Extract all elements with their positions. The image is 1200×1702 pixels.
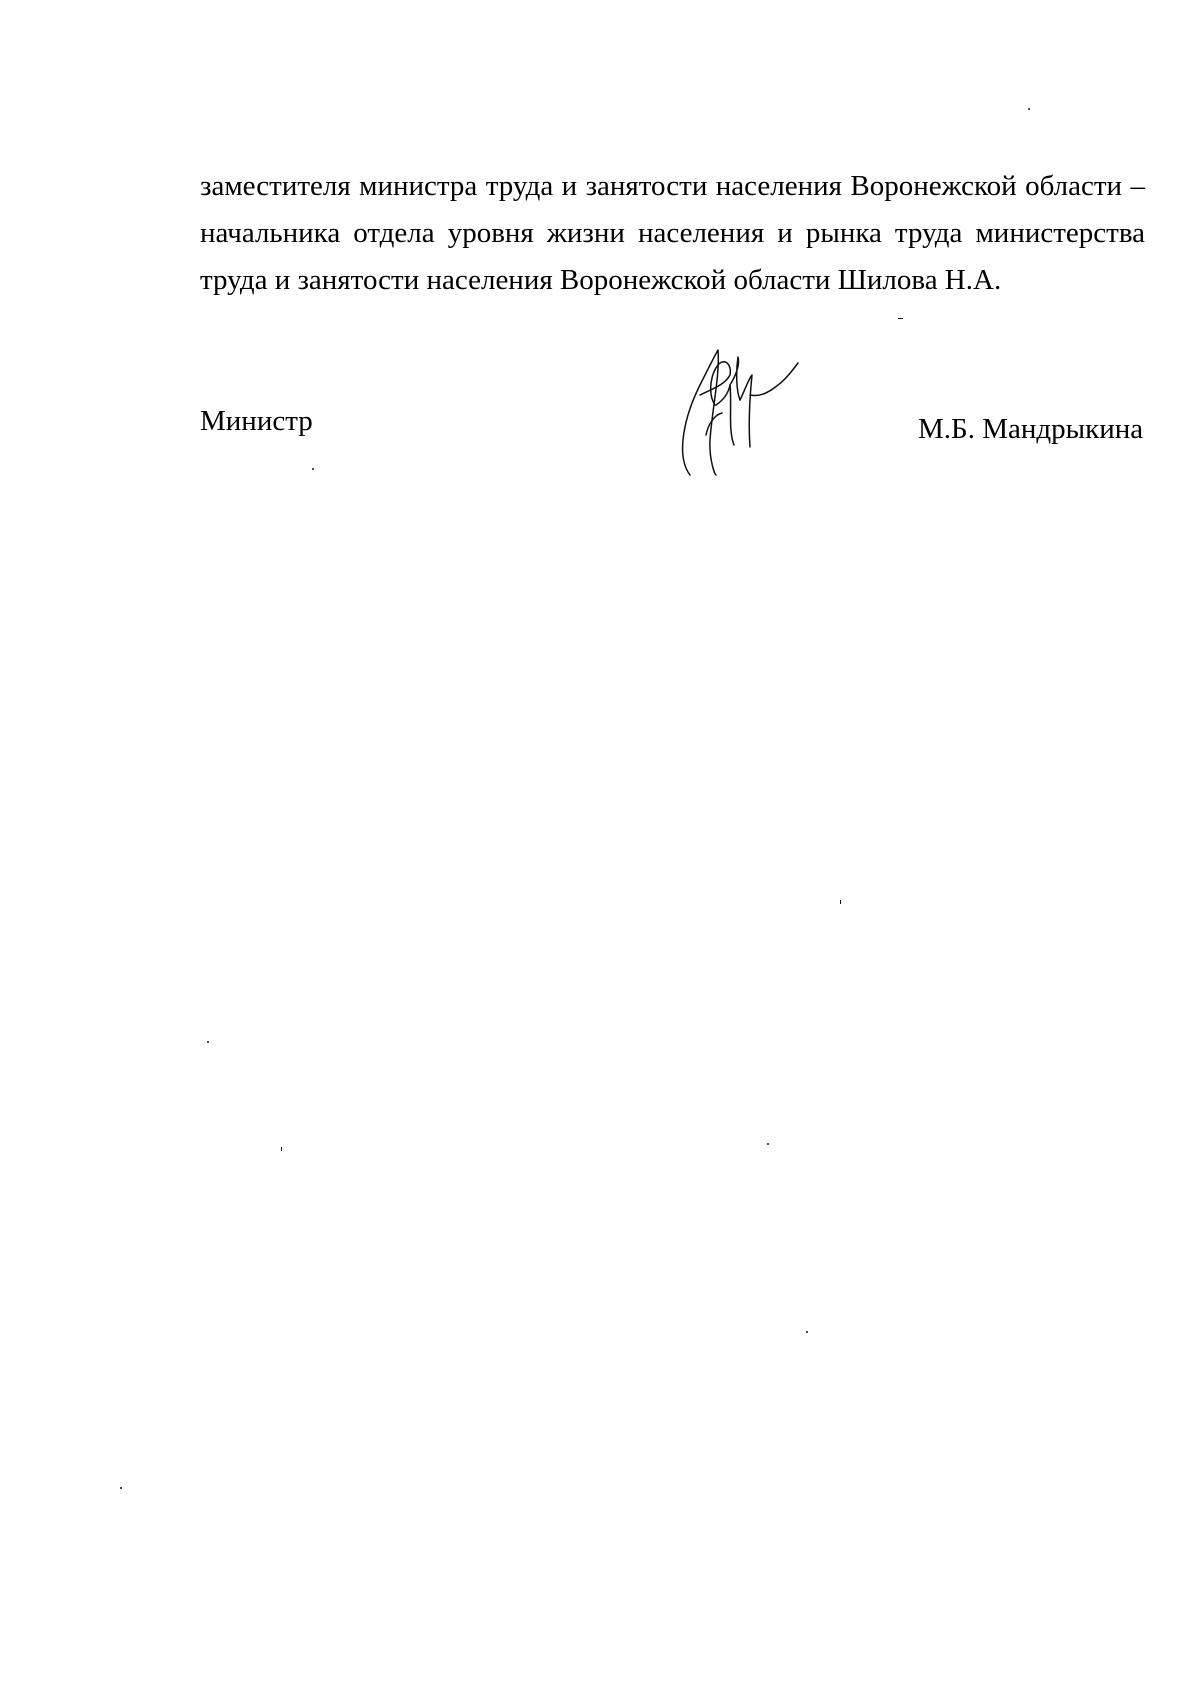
scan-speck: [207, 1041, 209, 1043]
handwritten-signature-icon: [670, 335, 815, 490]
body-paragraph: [200, 163, 1145, 304]
paragraph-line-2: начальника отдела уровня жизни населения и рынка труда министерства: [200, 217, 1145, 249]
signer-name: М.Б. Мандрыкина: [918, 413, 1144, 445]
scan-speck: [840, 900, 841, 904]
scan-speck: [120, 1487, 122, 1489]
scan-speck: [767, 1143, 769, 1145]
scan-speck: [281, 1147, 282, 1151]
scan-speck: [312, 468, 314, 470]
scan-speck: [1028, 108, 1030, 110]
paragraph-line-1: заместителя министра труда и занятости населения Воронежской области –: [200, 170, 1145, 202]
scan-speck: [806, 1331, 808, 1333]
scan-speck: [898, 318, 903, 319]
signer-position: Министр: [200, 405, 313, 437]
paragraph-line-3: труда и занятости населения Воронежской области Шилова Н.А.: [200, 264, 1002, 296]
